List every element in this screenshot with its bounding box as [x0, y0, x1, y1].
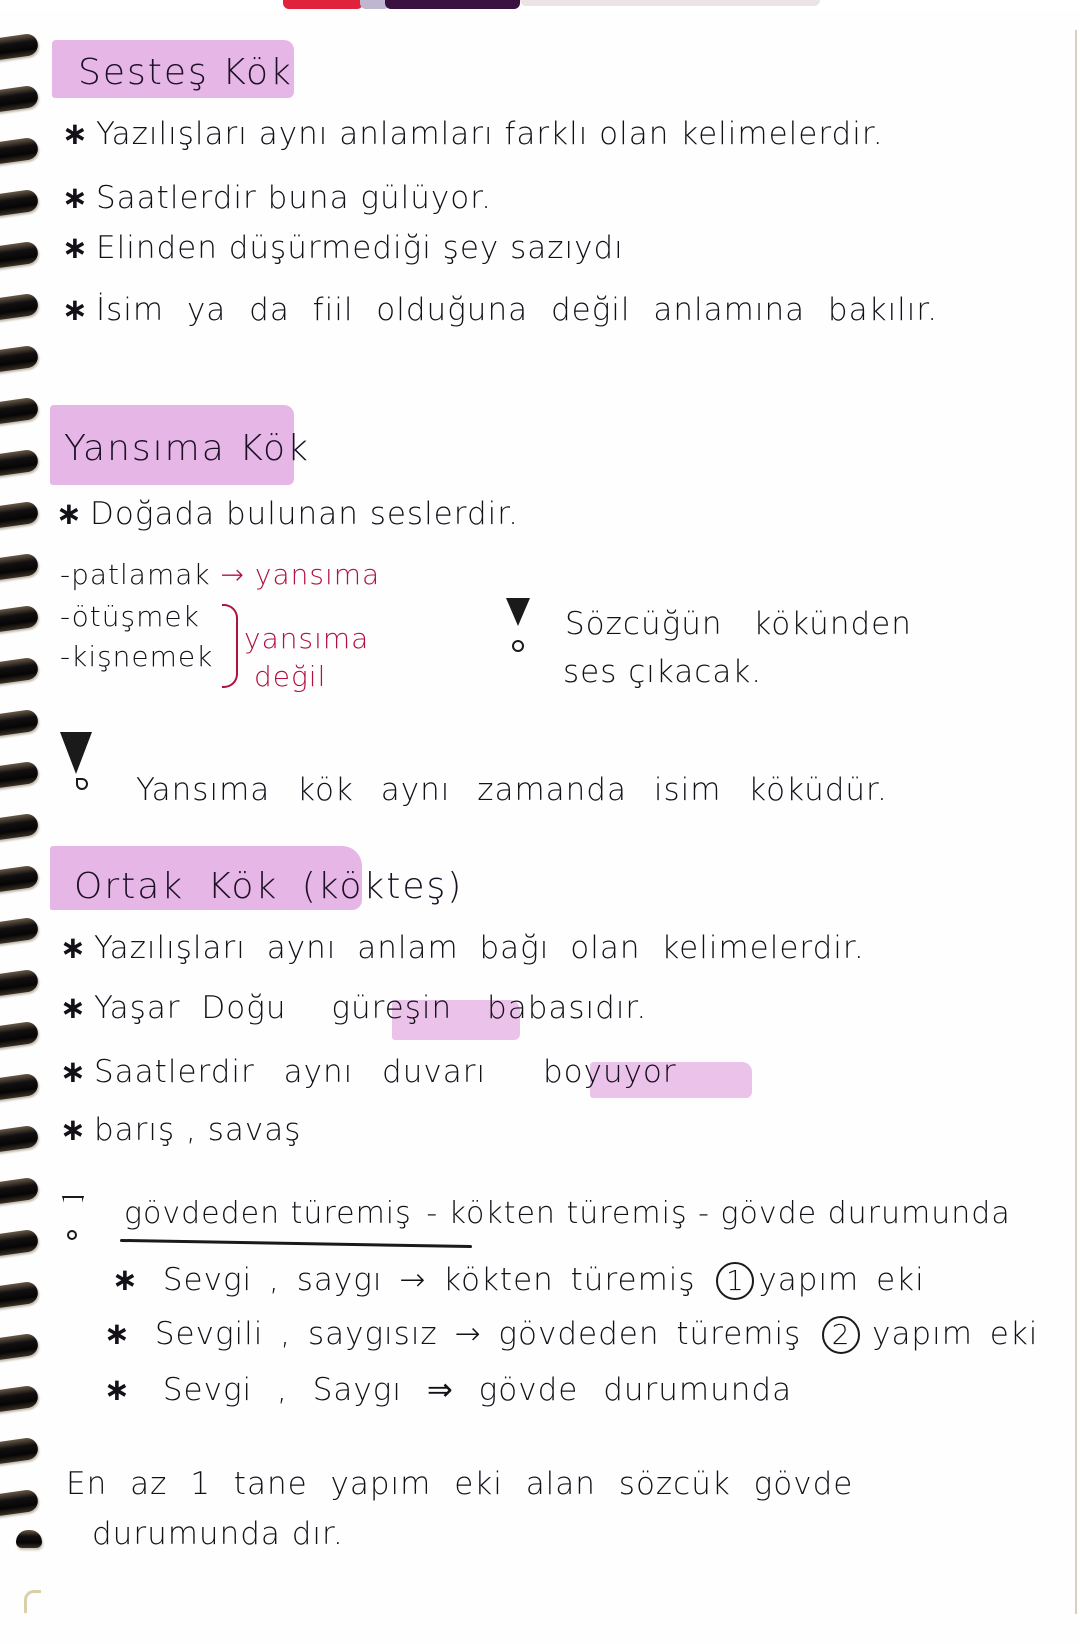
bullet-line: ∗ Yazılışları aynı anlamları farklı olan kelimelerdir.	[62, 116, 884, 152]
binding-ring	[0, 969, 39, 998]
section-heading: Sesteş Kök	[78, 52, 293, 93]
govde-row: ∗ Sevgi , saygı → kökten türemiş 1 yapım eki	[112, 1262, 925, 1298]
binding-ring	[0, 1073, 39, 1102]
pale-segment	[520, 0, 820, 6]
binding-ring	[0, 1021, 39, 1050]
bullet-line: ∗ İsim ya da fiil olduğuna değil anlamına bakılır.	[62, 292, 939, 328]
asterisk-icon: ∗	[62, 292, 89, 328]
binding-ring	[0, 1281, 39, 1310]
warning-icon	[506, 598, 530, 626]
binding-ring	[0, 137, 39, 166]
binding-ring	[0, 293, 39, 322]
binding-ring	[0, 501, 39, 530]
circled-number: 1	[716, 1262, 754, 1300]
example-line: -patlamak → yansıma	[60, 558, 381, 591]
circled-number: 2	[822, 1316, 860, 1354]
warning-dot-icon	[76, 778, 88, 790]
page-edge	[1075, 30, 1077, 1614]
asterisk-icon: ∗	[112, 1262, 139, 1298]
section-heading: Ortak Kök (kökteş)	[74, 866, 464, 907]
warning-note: Yansıma kök aynı zamanda isim köküdür.	[136, 772, 888, 808]
binding-ring	[0, 397, 39, 426]
asterisk-icon: ∗	[60, 930, 87, 966]
binding-ring	[0, 33, 39, 62]
warning-icon	[60, 732, 92, 774]
section-heading: Yansıma Kök	[64, 428, 310, 469]
binding-ring	[0, 1229, 39, 1258]
note-line: Sözcüğün kökünden	[565, 606, 912, 642]
binding-ring	[0, 605, 39, 634]
bullet-line: ∗ Elinden düşürmediği şey sazıydı	[62, 230, 624, 266]
binding-ring	[0, 709, 39, 738]
brace-label: yansıma	[244, 622, 370, 655]
binding-ring	[0, 1177, 39, 1206]
binding-ring	[0, 189, 39, 218]
red-segment	[283, 0, 363, 9]
govde-title: gövdeden türemiş - kökten türemiş - gövde durumunda	[124, 1196, 1011, 1231]
binding-ring	[0, 1125, 39, 1154]
asterisk-icon: ∗	[62, 116, 89, 152]
asterisk-icon: ∗	[104, 1316, 131, 1352]
purple-segment	[385, 0, 520, 9]
conclusion-line: durumunda dır.	[92, 1516, 344, 1552]
warning-dot-icon	[512, 640, 524, 652]
brace-label: değil	[254, 660, 327, 693]
bullet-line: ∗ Yaşar Doğu güreşin babasıdır.	[60, 990, 648, 1026]
binding-ring	[0, 1489, 39, 1518]
binding-ring	[0, 761, 39, 790]
asterisk-icon: ∗	[60, 990, 87, 1026]
binding-ring	[0, 657, 39, 686]
asterisk-icon: ∗	[60, 1112, 87, 1148]
asterisk-icon: ∗	[104, 1372, 131, 1408]
binding-hook	[24, 1590, 41, 1613]
govde-row: ∗ Sevgili , saygısız → gövdeden türemiş 2 yapım eki	[104, 1316, 1039, 1352]
binding-ring	[0, 553, 39, 582]
warning-dot-icon	[67, 1230, 77, 1240]
binding-ring	[0, 917, 39, 946]
bullet-line: ∗ Yazılışları aynı anlam bağı olan kelimelerdir.	[60, 930, 865, 966]
binding-ring	[0, 865, 39, 894]
bullet-line: ∗ Saatlerdir aynı duvarı boyuyor	[60, 1054, 677, 1090]
govde-row: ∗ Sevgi , Saygı ⇒ gövde durumunda	[104, 1372, 793, 1408]
binding-ring	[0, 85, 39, 114]
example-line: -kişnemek	[60, 640, 214, 673]
note-line: ses çıkacak.	[563, 654, 763, 690]
bullet-line: ∗ barış , savaş	[60, 1112, 302, 1148]
top-edge-strip	[0, 0, 1080, 10]
binding-ring	[0, 813, 39, 842]
title-underline	[120, 1239, 472, 1248]
binding-ring	[16, 1530, 42, 1548]
brace-icon	[222, 604, 238, 688]
binding-ring	[0, 1333, 39, 1362]
asterisk-icon: ∗	[62, 230, 89, 266]
conclusion-line: En az 1 tane yapım eki alan sözcük gövde	[66, 1466, 854, 1502]
asterisk-icon: ∗	[56, 496, 83, 532]
bullet-line: ∗ Doğada bulunan seslerdir.	[56, 496, 519, 532]
binding-ring	[0, 449, 39, 478]
bullet-line: ∗ Saatlerdir buna gülüyor.	[62, 180, 492, 216]
binding-ring	[0, 1437, 39, 1466]
asterisk-icon: ∗	[62, 180, 89, 216]
asterisk-icon: ∗	[60, 1054, 87, 1090]
binding-ring	[0, 345, 39, 374]
binding-ring	[0, 241, 39, 270]
binding-ring	[0, 1385, 39, 1414]
example-line: -ötüşmek	[60, 600, 200, 633]
